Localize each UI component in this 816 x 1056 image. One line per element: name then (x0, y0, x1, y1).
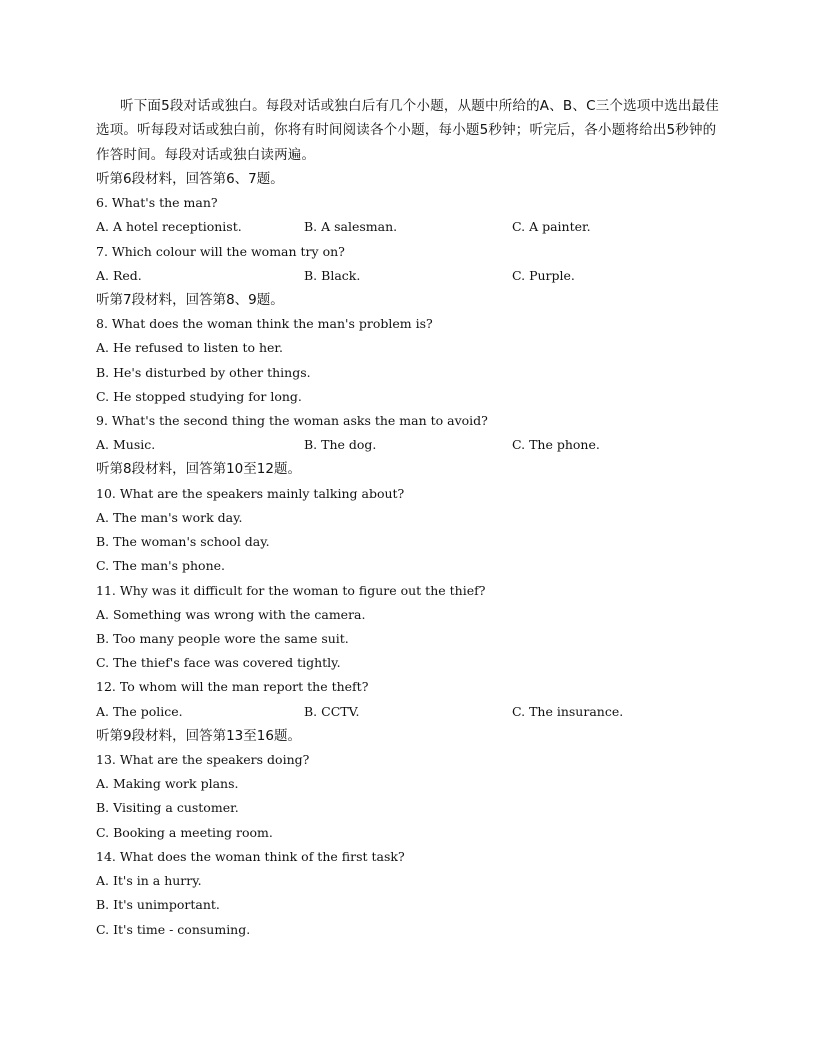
section-heading-6: 听第6段材料，回答第6、7题。 (96, 170, 284, 187)
option-14b: B. It's unimportant. (96, 897, 220, 913)
question-14: 14. What does the woman think of the first task? (96, 848, 405, 864)
question-13: 13. What are the speakers doing? (96, 752, 310, 768)
section-heading-7: 听第7段材料，回答第8、9题。 (96, 291, 284, 308)
instructions: 听下面5段对话或独白。每段对话或独白后有几个小题，从题中所给的A、B、C三个选项中选出最佳选项。听每段对话或独白前，你将有时间阅读各个小题，每小题5秒钟；听完后，各小题将给出5秒钟的作答时间。每段对话或独白读两遍。 (96, 98, 720, 163)
option-10b: B. The woman's school day. (96, 534, 270, 550)
options-6 (96, 215, 722, 239)
option-13a: A. Making work plans. (96, 776, 239, 792)
option-6b: B. A salesman. (304, 219, 398, 235)
option-12c: C. The insurance. (512, 703, 624, 719)
question-7: 7. Which colour will the woman try on? (96, 243, 345, 259)
option-7c: C. Purple. (512, 267, 575, 283)
option-12a: A. The police. (96, 703, 183, 719)
option-8c: C. He stopped studying for long. (96, 388, 302, 404)
options-7 (96, 264, 722, 288)
section-heading-9: 听第9段材料，回答第13至16题。 (96, 727, 301, 744)
option-9a: A. Music. (96, 437, 156, 453)
option-6c: C. A painter. (512, 219, 591, 235)
option-11c: C. The thief's face was covered tightly. (96, 655, 341, 671)
option-6a: A. A hotel receptionist. (96, 219, 242, 235)
option-7b: B. Black. (304, 267, 361, 283)
option-8b: B. He's disturbed by other things. (96, 364, 311, 380)
option-13b: B. Visiting a customer. (96, 800, 239, 816)
option-14a: A. It's in a hurry. (96, 873, 202, 889)
listening-section (96, 94, 722, 942)
option-14c: C. It's time - consuming. (96, 921, 251, 937)
option-8a: A. He refused to listen to her. (96, 340, 284, 356)
option-10c: C. The man's phone. (96, 558, 226, 574)
options-9 (96, 433, 722, 457)
option-11a: A. Something was wrong with the camera. (96, 606, 366, 622)
question-11: 11. Why was it difficult for the woman to figure out the thief? (96, 582, 486, 598)
question-9: 9. What's the second thing the woman asks the man to avoid? (96, 413, 488, 429)
question-10: 10. What are the speakers mainly talking about? (96, 485, 405, 501)
section-heading-8: 听第8段材料，回答第10至12题。 (96, 461, 301, 478)
question-8: 8. What does the woman think the man's problem is? (96, 316, 433, 332)
option-12b: B. CCTV. (304, 703, 360, 719)
options-12 (96, 700, 722, 724)
option-9b: B. The dog. (304, 437, 377, 453)
option-7a: A. Red. (96, 267, 142, 283)
option-11b: B. Too many people wore the same suit. (96, 630, 349, 646)
question-12: 12. To whom will the man report the theft? (96, 679, 369, 695)
option-10a: A. The man's work day. (96, 509, 243, 525)
option-9c: C. The phone. (512, 437, 600, 453)
question-6: 6. What's the man? (96, 195, 218, 211)
option-13c: C. Booking a meeting room. (96, 824, 273, 840)
